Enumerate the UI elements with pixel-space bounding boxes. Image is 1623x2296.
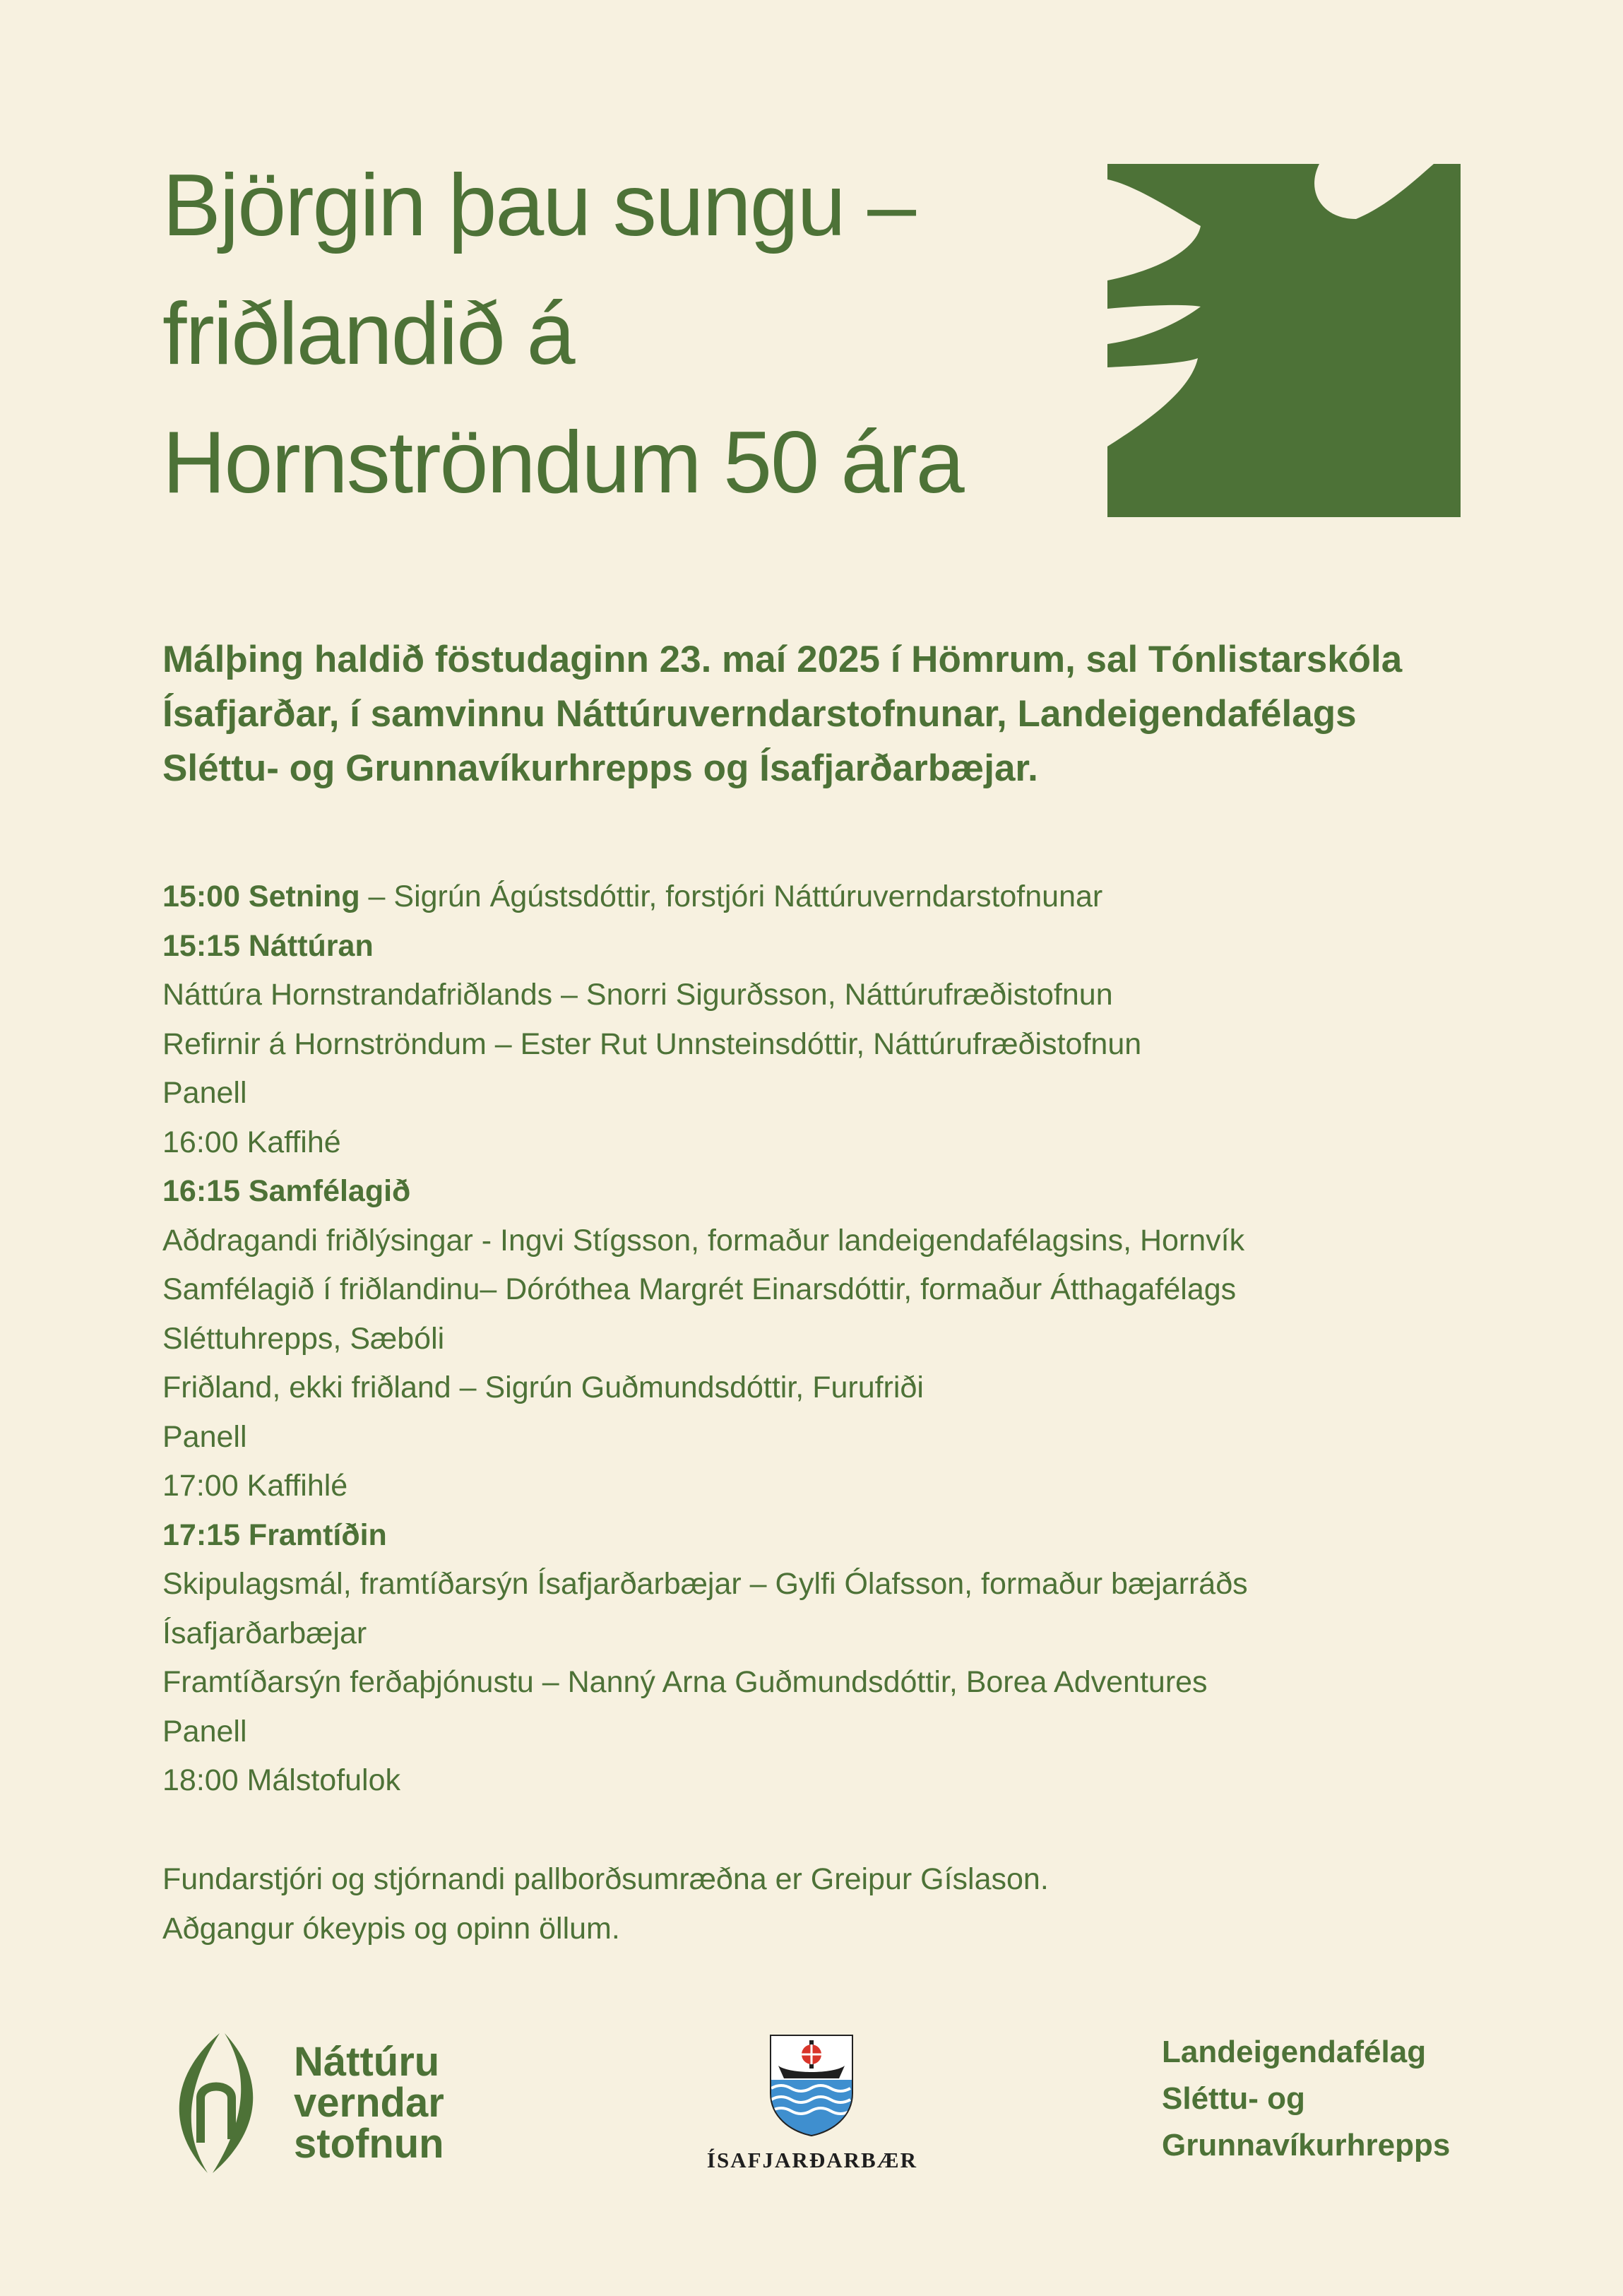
program-item-text: Skipulagsmál, framtíðarsýn Ísafjarðarbæjar – Gylfi Ólafsson, formaður bæjarráðs	[162, 1567, 1248, 1601]
program-item-text: Aðdragandi friðlýsingar - Ingvi Stígsson, formaður landeigendafélagsins, Hornvík	[162, 1223, 1245, 1258]
program-item	[162, 1217, 1504, 1266]
program-time-heading: 15:15 Náttúran	[162, 928, 374, 963]
nv-line-3: stofnun	[294, 2121, 444, 2167]
program-list	[162, 872, 1504, 1806]
program-time-heading: 16:15 Samfélagið	[162, 1174, 411, 1208]
program-item	[162, 971, 1504, 1020]
program-item-text: Sléttuhrepps, Sæbóli	[162, 1321, 445, 1356]
program-item	[162, 1609, 1504, 1659]
event-description	[162, 632, 1490, 795]
isafjardarbaer-crest-icon	[768, 2033, 855, 2136]
program-time-heading: 15:00 Setning	[162, 880, 360, 913]
program-item-text: 17:00 Kaffihlé	[162, 1469, 348, 1503]
page-title	[162, 141, 1045, 527]
program-item	[162, 1167, 1504, 1217]
program-item	[162, 1413, 1504, 1462]
description-line-1: Málþing haldið föstudaginn 23. maí 2025 í Hömrum, sal Tónlistarskóla	[162, 639, 1403, 680]
land-line-2: Sléttu- og	[1162, 2081, 1305, 2116]
program-item	[162, 922, 1504, 971]
program-item	[162, 1118, 1504, 1168]
program-item	[162, 1756, 1504, 1806]
program-time-heading: 17:15 Framtíðin	[162, 1517, 387, 1552]
program-item-text: Panell	[162, 1714, 247, 1748]
program-item-text: Panell	[162, 1419, 247, 1454]
title-line-2: friðlandið á	[162, 285, 574, 383]
footer-info	[162, 1854, 1504, 1953]
program-item	[162, 1315, 1504, 1364]
program-item-text: Friðland, ekki friðland – Sigrún Guðmundsdóttir, Furufriði	[162, 1371, 924, 1404]
moderator-note: Fundarstjóri og stjórnandi pallborðsumræðna er Greipur Gíslason.	[162, 1862, 1049, 1896]
program-item-text: 18:00 Málstofulok	[162, 1763, 401, 1797]
landeigendafelag-wordmark	[1162, 2029, 1450, 2169]
program-item-text: Ísafjarðarbæjar	[162, 1616, 367, 1650]
land-line-3: Grunnavíkurhrepps	[1162, 2128, 1451, 2162]
program-item-text: Framtíðarsýn ferðaþjónustu – Nanný Arna Guðmundsdóttir, Borea Adventures	[162, 1665, 1208, 1699]
isafjardarbaer-label: ÍSAFJARÐARBÆR	[706, 2148, 918, 2172]
description-line-2: Ísafjarðar, í samvinnu Náttúruverndarstofnunar, Landeigendafélags	[162, 693, 1357, 735]
natturuverndarstofnun-logo-icon	[167, 2033, 266, 2173]
program-item	[162, 1462, 1504, 1511]
program-item	[162, 1658, 1504, 1708]
program-item	[162, 1560, 1504, 1609]
program-item-text: – Sigrún Ágústsdóttir, forstjóri Náttúruverndarstofnunar	[359, 880, 1103, 913]
program-item-text: Náttúra Hornstrandafriðlands – Snorri Sigurðsson, Náttúrufræðistofnun	[162, 978, 1113, 1012]
title-line-1: Björgin þau sungu –	[162, 157, 915, 254]
admission-note: Aðgangur ókeypis og opinn öllum.	[162, 1912, 620, 1946]
title-line-3: Hornströndum 50 ára	[162, 414, 963, 511]
program-item-text: Panell	[162, 1076, 247, 1110]
program-item	[162, 1708, 1504, 1757]
program-item-text: 16:00 Kaffihé	[162, 1125, 341, 1159]
program-item	[162, 872, 1504, 922]
program-item	[162, 1363, 1504, 1413]
program-item	[162, 1265, 1504, 1315]
nv-line-1: Náttúru	[294, 2039, 440, 2085]
leaf-graphic	[1107, 164, 1461, 517]
program-item-text: Samfélagið í friðlandinu– Dóróthea Margrét Einarsdóttir, formaður Átthagafélags	[162, 1272, 1237, 1306]
description-line-3: Sléttu- og Grunnavíkurhrepps og Ísafjarðarbæjar.	[162, 747, 1038, 789]
program-item-text: Refirnir á Hornströndum – Ester Rut Unnsteinsdóttir, Náttúrufræðistofnun	[162, 1026, 1142, 1061]
program-item	[162, 1020, 1504, 1070]
program-item	[162, 1069, 1504, 1118]
nv-line-2: verndar	[294, 2080, 444, 2126]
program-item	[162, 1511, 1504, 1561]
natturuverndarstofnun-wordmark	[294, 2039, 444, 2167]
land-line-1: Landeigendafélag	[1162, 2035, 1427, 2069]
